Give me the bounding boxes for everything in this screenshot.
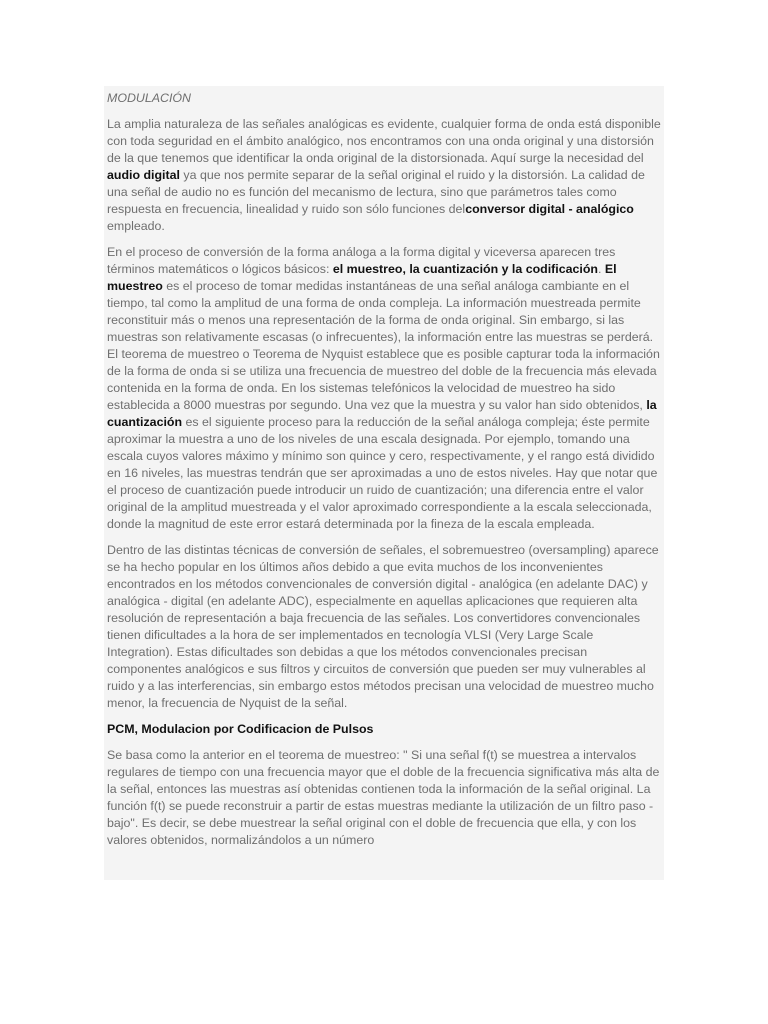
bold-term-three-terms: el muestreo, la cuantización y la codificación — [332, 262, 598, 276]
text-run: La amplia naturaleza de las señales analógicas es evidente, cualquier forma de onda está disponible con toda seguridad en el ámbito analógico, nos encontramos con una onda original y una distorsión de la que tenemos que identificar la onda original de la distorsionada. Aquí surge la necesidad del — [107, 117, 661, 165]
text-run: es el proceso de tomar medidas instantáneas de una señal análoga cambiante en el tiempo, tal como la amplitud de una forma de onda compleja. La información muestreada permite reconstituir más o menos una representación de la forma de onda original. Sin embargo, si las muestras son relativamente escasas (o infrecuentes), la información entre las muestras se perderá. El teorema de muestreo o Teorema de Nyquist establece que es posible capturar toda la información de la forma de onda si se utiliza una frecuencia de muestreo del doble de la frecuencia más elevada contenida en la forma de onda. En los sistemas telefónicos la velocidad de muestreo ha sido establecida a 8000 muestras por segundo. Una vez que la muestra y su valor han sido obtenidos, — [107, 279, 660, 412]
text-run: . — [598, 262, 605, 276]
section-title: MODULACIÓN — [107, 91, 191, 105]
text-run: En el proceso de conversión de la forma análoga a la forma digital y viceversa aparecen tres términos matemáticos o lógicos básicos: — [107, 245, 616, 276]
bold-term-muestreo: El muestreo — [107, 262, 617, 293]
text-run: ya que nos permite separar de la señal original el ruido y la distorsión. La calidad de una señal de audio no es función del mecanismo de lectura, sino que parámetros tales como respuesta en frecuencia, linealidad y ruido son sólo funciones del — [107, 168, 645, 216]
paragraph-pcm: Se basa como la anterior en el teorema de muestreo: " Si una señal f(t) se muestrea a intervalos regulares de tiempo con una frecuencia mayor que el doble de la frecuencia significativa más alta de la señal, entonces las muestras así obtenidas contienen toda la información de la señal original. La función f(t) se puede reconstruir a partir de estas muestras mediante la utilización de un filtro paso - bajo". Es decir, se debe muestrear la señal original con el doble de frecuencia que ella, y con los valores obtenidos, normalizándolos a un número — [107, 748, 660, 847]
paragraph-oversampling: Dentro de las distintas técnicas de conversión de señales, el sobremuestreo (oversampling) aparece se ha hecho popular en los últimos años debido a que evita muchos de los inconvenientes encontrados en los métodos convencionales de conversión digital - analógica (en adelante DAC) y analógica - digital (en adelante ADC), especialmente en aquellas aplicaciones que requieren alta resolución de representación a baja frecuencia de las señales. Los convertidores convencionales tienen dificultades a la hora de ser implementados en tecnología VLSI (Very Large Scale Integration). Estas dificultades son debidas a que los métodos convencionales precisan componentes analógicos e sus filtros y circuitos de conversión que pueden ser muy vulnerables al ruido y a las interferencias, sin embargo estos métodos precisan una velocidad de muestreo mucho menor, la frecuencia de Nyquist de la señal. — [107, 543, 659, 710]
bold-term-cuantizacion: la cuantización — [107, 398, 657, 429]
paragraph-sampling — [107, 244, 661, 533]
text-block — [104, 86, 664, 880]
text-run: empleado. — [107, 219, 165, 233]
bold-term-audio-digital: audio digital — [107, 168, 180, 182]
bold-term-conversor: conversor digital - analógico — [465, 202, 634, 216]
text-run: es el siguiente proceso para la reducción de la señal análoga compleja; éste permite aproximar la muestra a uno de los niveles de una escala designada. Por ejemplo, tomando una escala cuyos valores máximo y mínimo son quince y cero, respectivamente, y el rango está dividido en 16 niveles, las muestras tendrán que ser aproximadas a uno de estos niveles. Hay que notar que el proceso de cuantización puede introducir un ruido de cuantización; una diferencia entre el valor original de la amplitud muestreada y el valor aproximado correspondiente a la escala seleccionada, donde la magnitud de este error estará determinada por la fineza de la escala empleada. — [107, 415, 658, 531]
paragraph-intro — [107, 116, 661, 235]
section-heading-pcm: PCM, Modulacion por Codificacion de Pulsos — [107, 722, 374, 736]
